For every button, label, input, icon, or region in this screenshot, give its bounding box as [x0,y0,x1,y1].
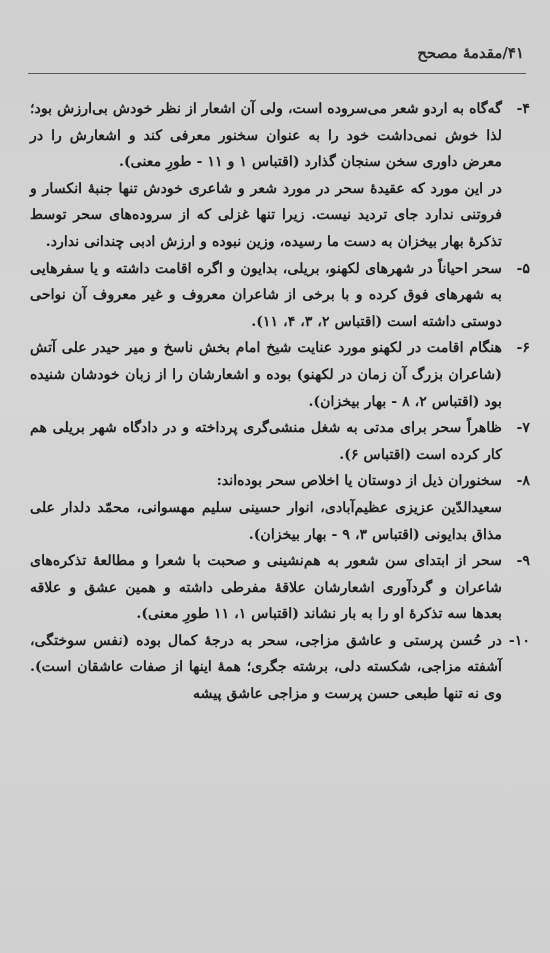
list-item [30,548,530,628]
list-item [30,415,530,468]
item-text: ظاهراً سحر برای مدتی به شغل منشی‌گری پرداخته و در دادگاه شهر بریلی هم کار کرده است (اقتباس ۶). [30,420,502,463]
running-header: ۴۱/مقدمهٔ مصحح [417,44,524,62]
item-text: هنگام اقامت در لکهنو مورد عنایت شیخ امام بخش ناسخ و میر حیدر علی آتش (شاعران بزرگ آن زمان در لکهنو) بوده و اشعارشان را از زبان خودشان شنیده بود (اقتباس ۲، ۸ - بهار بیخزان). [30,340,502,410]
item-text: در حُسن پرستی و عاشق مزاجی، سحر به درجهٔ کمال بوده (نفس سوختگی، آشفته مزاجی، شکسته دلی، برشته جگری؛ همهٔ اینها از صفات عاشقان است). وی نه تنها طبعی حسن پرست و مزاجی عاشق پیشه [30,632,502,703]
item-text: سحر احیاناً در شهرهای لکهنو، بریلی، بدایون و اگره اقامت داشته و یا سفرهایی به شهرهای فوق کرده و با برخی از شاعران معروف و غیر معروف آن نواحی دوستی داشته است (اقتباس ۲، ۳، ۴، ۱۱). [30,260,502,330]
item-text: در این مورد که عقیدهٔ سحر در مورد شعر و شاعری خودش تنها جنبهٔ انکسار و فروتنی ندارد جای تردید نیست. زیرا تنها غزلی که از سروده‌های سحر توسط تذکرهٔ بهار بیخزان به دست ما رسیده، وزین نبوده و ارزش ادبی چندانی ندارد. [30,180,502,250]
list-item [30,628,530,708]
item-number: ۶- [516,340,530,357]
item-text: سخنوران ذیل از دوستان یا اخلاص سحر بوده‌اند: [216,473,502,490]
list-item [30,335,530,415]
list-item-continuation [30,495,530,548]
header-rule [28,73,526,74]
item-number: ۴- [516,101,530,117]
body-text [30,96,530,708]
list-item [30,256,530,336]
list-item [30,468,530,495]
item-number: ۸- [516,473,530,490]
item-number: ۷- [516,420,530,437]
item-number: ۱۰- [508,632,530,649]
item-number: ۹- [516,553,530,570]
item-text: سحر از ابتدای سن شعور به هم‌نشینی و صحبت با شعرا و مطالعهٔ تذکره‌های شاعران و گردآوری اشعارشان علاقهٔ مفرطی داشته و همین عشق و علاقه بعدها سه تذکرهٔ او را به بار نشاند (اقتباس ۱، ۱۱ طورِ معنی). [30,553,502,623]
list-item [30,96,530,176]
item-text: سعیدالدّین عزیزی عظیم‌آبادی، انوار حسینی سلیم مهسوانی، محمّد دلدار علی مذاق بدایونی (اقتباس ۳، ۹ - بهار بیخزان). [30,499,502,543]
item-number: ۵- [516,260,530,277]
list-item-continuation [30,176,530,256]
item-text: گه‌گاه به اردو شعر می‌سروده است، ولی آن اشعار از نظر خودش بی‌ارزش بود؛ لذا خوش نمی‌داشت خود را به عنوان سخنور معرفی کند و اشعارش را در معرض داوری سخن سنجان گذارد (اقتباس ۱ و ۱۱ - طورِ معنی). [30,101,502,171]
